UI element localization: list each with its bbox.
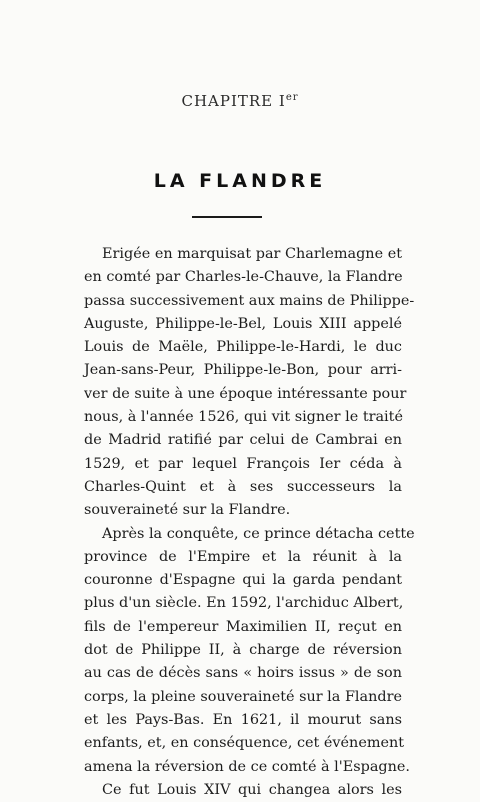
body-text [84,243,415,802]
text-line: Erigée en marquisat par Charlemagne et [102,246,402,262]
chapter-title: LA FLANDRE [153,170,327,192]
text-line: Jean-sans-Peur, Philippe-le-Bon, pour arri- [84,362,402,379]
text-line: corps, la pleine souveraineté sur la Flandre [84,688,402,705]
text-line: couronne d'Espagne qui la garda pendant [84,572,402,589]
text-line: Ce fut Louis XIV qui changea alors les [102,781,402,798]
text-line: fils de l'empereur Maximilien II, reçut en [84,618,402,635]
text-line: ver de suite à une époque intéressante pour [84,385,407,402]
text-line: Auguste, Philippe-le-Bel, Louis XIII appelé [84,315,402,332]
text-line: en comté par Charles-le-Chauve, la Flandre [84,269,403,286]
text-line: province de l'Empire et la réunit à la [84,548,402,565]
text-line: Louis de Maële, Philippe-le-Hardi, le duc [84,339,402,356]
text-line: de Madrid ratifié par celui de Cambrai en [84,432,402,449]
text-line: amena la réversion de ce comté à l'Espagne. [84,758,410,775]
chapter-ordinal-suffix: er [285,92,299,103]
text-line: et les Pays-Bas. En 1621, il mourut sans [84,711,402,728]
text-line: au cas de décès sans « hoirs issus » de son [84,665,402,682]
text-line: 1529, et par lequel François Ier céda à [84,455,402,472]
text-line: Charles-Quint et à ses successeurs la [84,478,402,495]
text-line: plus d'un siècle. En 1592, l'archiduc Albert, [84,595,404,612]
text-line: passa successivement aux mains de Philippe- [84,292,415,309]
text-line: nous, à l'année 1526, qui vit signer le traité [84,409,403,426]
chapter-heading [0,92,480,110]
text-line: dot de Philippe II, à charge de réversion [84,642,402,659]
text-line: souveraineté sur la Flandre. [84,502,291,519]
text-line: Après la conquête, ce prince détacha cette [102,525,415,542]
title-divider [192,216,262,218]
chapter-label: CHAPITRE I [181,92,286,110]
text-line: enfants, et, en conséquence, cet événement [84,735,405,752]
